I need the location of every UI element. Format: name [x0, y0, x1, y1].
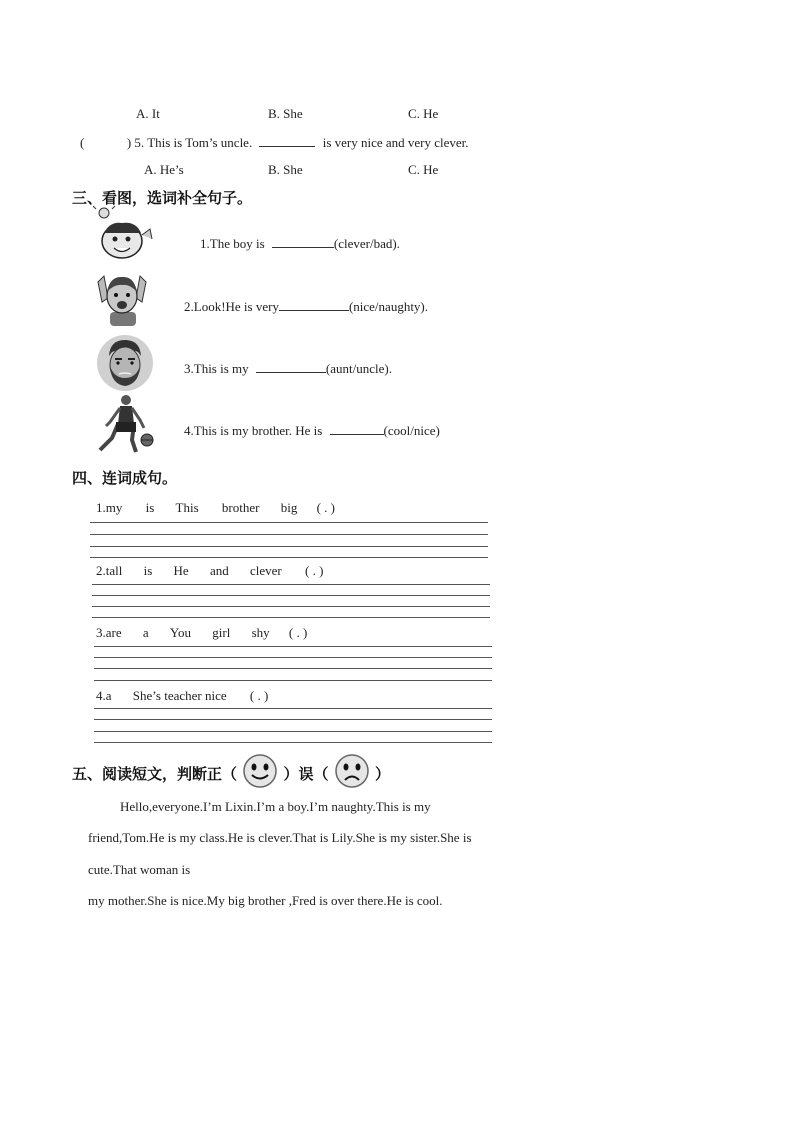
heading-text: 五、阅读短文，判断正（: [72, 765, 238, 783]
writing-line[interactable]: [92, 595, 490, 596]
word: ( . ): [316, 500, 336, 515]
writing-line[interactable]: [94, 719, 492, 720]
thinking-boy-picture: [92, 205, 156, 263]
smiley-face-icon: [242, 765, 278, 785]
answer-blank[interactable]: [279, 298, 349, 311]
question-5-tail: is very nice and very clever.: [322, 135, 469, 150]
writing-line[interactable]: [90, 557, 488, 558]
sentence-text: 1.The boy is: [200, 236, 265, 251]
word-order-item-1: [96, 500, 335, 516]
option-a: A. It: [136, 106, 160, 121]
writing-line[interactable]: [90, 534, 488, 535]
sad-face-icon: [334, 765, 370, 785]
writing-line[interactable]: [92, 584, 490, 585]
option-a: A. He’s: [144, 162, 184, 177]
word: 4.a: [96, 688, 112, 703]
fill-sentence-2: [184, 298, 428, 315]
word: girl: [212, 625, 231, 640]
word-choices: (cool/nice): [383, 423, 440, 438]
writing-line[interactable]: [94, 680, 492, 681]
word: big: [280, 500, 298, 515]
answer-blank[interactable]: [330, 422, 384, 435]
word: is: [145, 500, 155, 515]
writing-line[interactable]: [94, 657, 492, 658]
writing-line[interactable]: [94, 646, 492, 647]
word: 3.are: [96, 625, 122, 640]
word-choices: (nice/naughty).: [348, 299, 429, 314]
passage-line-1: Hello,everyone.I’m Lixin.I’m a boy.I’m naughty.This is my: [120, 799, 431, 814]
word: ( . ): [305, 563, 324, 578]
fill-sentence-4: [184, 422, 440, 439]
word: a: [142, 625, 149, 640]
heading-text: ）误（: [283, 765, 329, 783]
word-choices: (aunt/uncle).: [325, 361, 392, 376]
passage-line-2: friend,Tom.He is my class.He is clever.That is Lily.She is my sister.She is: [88, 830, 472, 845]
section-4-heading: 四、连词成句。: [72, 469, 178, 487]
writing-line[interactable]: [92, 606, 490, 607]
word: You: [169, 625, 191, 640]
word: 1.my: [96, 500, 123, 515]
answer-blank[interactable]: [259, 134, 315, 147]
passage-line-4: my mother.She is nice.My big brother ,Fred is over there.He is cool.: [88, 893, 443, 908]
word-order-item-3: [96, 625, 307, 641]
writing-line[interactable]: [90, 522, 488, 523]
word: She’s teacher nice: [132, 688, 227, 703]
writing-line[interactable]: [94, 742, 492, 743]
passage-line-3: cute.That woman is: [88, 862, 191, 877]
word: shy: [251, 625, 270, 640]
basketball-player-picture: [92, 392, 158, 454]
word: 2.tall: [96, 563, 123, 578]
word: He: [173, 563, 189, 578]
funny-face-boy-picture: [94, 268, 150, 326]
writing-line[interactable]: [94, 668, 492, 669]
fill-sentence-3: [184, 360, 392, 377]
word: This: [175, 500, 199, 515]
word: and: [209, 563, 229, 578]
word-choices: (clever/bad).: [333, 236, 400, 251]
heading-text: ）: [374, 765, 390, 783]
word: is: [143, 563, 153, 578]
sentence-text: 4.This is my brother. He is: [184, 423, 323, 438]
word-order-item-2: [96, 563, 323, 579]
word: ( . ): [288, 625, 308, 640]
bearded-man-picture: [96, 334, 154, 392]
answer-paren-open: (: [80, 135, 85, 150]
answer-blank[interactable]: [256, 360, 326, 373]
word: ( . ): [249, 688, 269, 703]
sentence-text: 3.This is my: [184, 361, 249, 376]
writing-line[interactable]: [90, 546, 488, 547]
section-5-heading: [72, 763, 390, 785]
writing-line[interactable]: [94, 731, 492, 732]
writing-line[interactable]: [94, 708, 492, 709]
option-c: C. He: [408, 162, 439, 177]
word: clever: [249, 563, 282, 578]
answer-blank[interactable]: [272, 235, 334, 248]
sentence-text: 2.Look!He is very: [184, 299, 279, 314]
question-5-text: ) 5. This is Tom’s uncle.: [126, 135, 253, 150]
writing-line[interactable]: [92, 617, 490, 618]
question-5: [80, 134, 469, 151]
option-b: B. She: [268, 162, 303, 177]
option-b: B. She: [268, 106, 303, 121]
word-order-item-4: [96, 688, 268, 704]
option-c: C. He: [408, 106, 439, 121]
fill-sentence-1: [200, 235, 400, 252]
word: brother: [221, 500, 260, 515]
section-3-heading: 三、看图，选词补全句子。: [72, 189, 253, 207]
